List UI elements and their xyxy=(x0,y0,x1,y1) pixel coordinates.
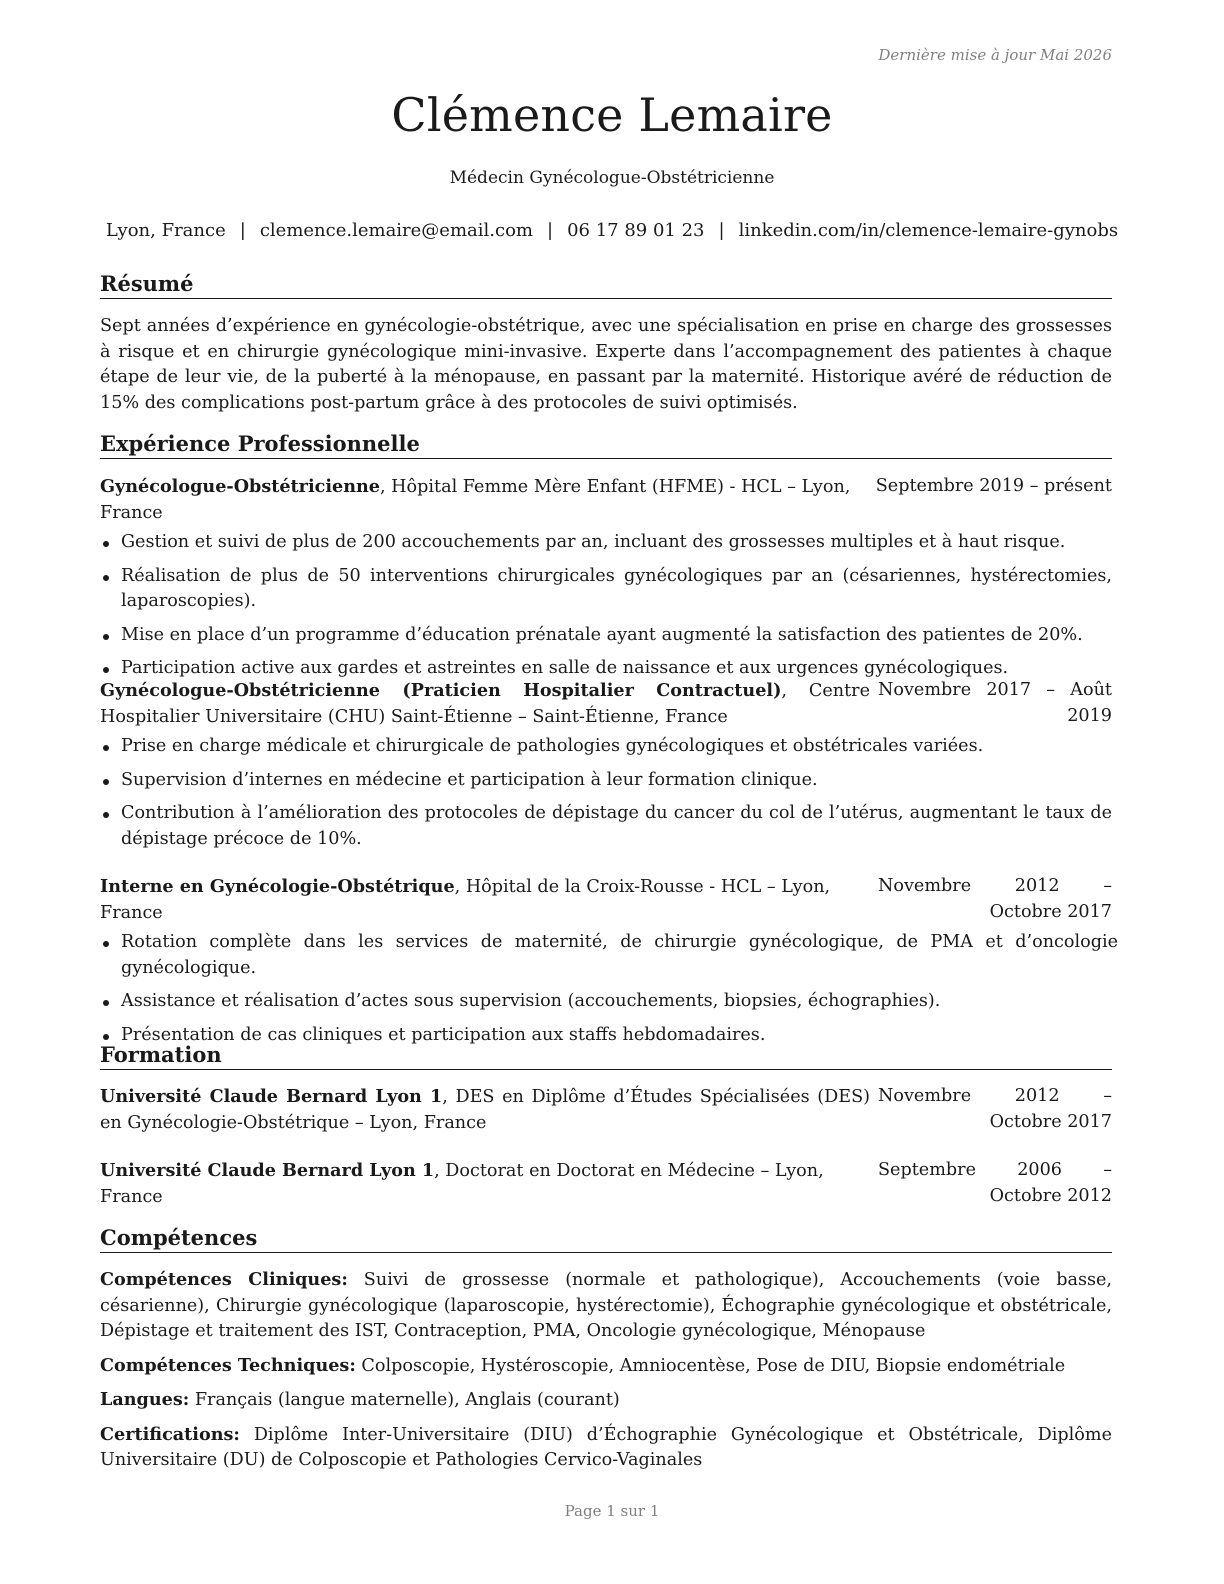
experience-role-line xyxy=(100,678,870,730)
experience-dates: Novembre 2017 – Août 2019 xyxy=(878,680,1112,726)
skill-label: Certifications: xyxy=(100,1423,240,1445)
list-item: Participation active aux gardes et astreintes en salle de naissance et aux urgences gynécologiques. xyxy=(100,656,1112,682)
experience-role-line xyxy=(100,474,868,526)
skill-item xyxy=(100,1422,1112,1474)
candidate-name: Clémence Lemaire xyxy=(391,88,833,142)
education-school: Université Claude Bernard Lyon 1 xyxy=(100,1086,443,1107)
list-item: Prise en charge médicale et chirurgicale de pathologies gynécologiques et obstétricales variées. xyxy=(100,734,1112,760)
experience-role-line xyxy=(100,874,870,926)
skill-item xyxy=(100,1353,1112,1380)
skill-text: Suivi de grossesse (normale et pathologique), Accouchements (voie basse, césarienne), Chirurgie gynécologique (laparoscopie, hystérectomie), Échographie gynécologique et obstétricale, Dépistage et traitement des IST, Contraception, PMA, Oncologie gynécologique, Ménopause xyxy=(100,1270,1113,1341)
list-item: Supervision d’internes en médecine et participation à leur formation clinique. xyxy=(100,768,1112,794)
contact-linkedin[interactable]: linkedin.com/in/clemence-lemaire-gynobs xyxy=(738,220,1119,241)
experience-place: , Centre Hospitalier Universitaire (CHU) Saint-Étienne – Saint-Étienne, France xyxy=(100,681,870,727)
education-row xyxy=(100,1084,1112,1136)
contact-separator: | xyxy=(239,220,246,241)
contact-email[interactable]: clemence.lemaire@email.com xyxy=(259,220,533,241)
section-heading-summary: Résumé xyxy=(100,271,1112,299)
experience-header xyxy=(100,474,1112,526)
experience-bullets xyxy=(100,530,1112,682)
list-item: Présentation de cas cliniques et participation aux staffs hebdomadaires. xyxy=(100,1023,1112,1049)
education-entry xyxy=(100,1084,1112,1136)
experience-place: , Hôpital Femme Mère Enfant (HFME) - HCL – Lyon, France xyxy=(100,477,851,523)
skill-label: Langues: xyxy=(100,1389,190,1410)
skill-item xyxy=(100,1267,1112,1345)
contact-location: Lyon, France xyxy=(105,220,226,241)
list-item: Mise en place d’un programme d’éducation prénatale ayant augmenté la satisfaction des patientes de 20%. xyxy=(100,623,1112,649)
experience-bullets xyxy=(100,734,1112,852)
skills-list xyxy=(100,1267,1112,1482)
experience-dates: Septembre 2019 – présent xyxy=(875,476,1112,496)
contact-separator: | xyxy=(718,220,725,241)
education-detail-line xyxy=(100,1158,870,1210)
experience-role: Interne en Gynécologie-Obstétrique xyxy=(100,876,455,897)
education-school: Université Claude Bernard Lyon 1 xyxy=(100,1160,435,1181)
experience-role: Gynécologue-Obstétricienne (Praticien Hospitalier Contractuel) xyxy=(100,680,782,701)
list-item: Assistance et réalisation d’actes sous supervision (accouchements, biopsies, échographies). xyxy=(100,989,1112,1015)
education-dates: Septembre 2006 – Octobre 2012 xyxy=(878,1160,1112,1206)
list-item: Réalisation de plus de 50 interventions chirurgicales gynécologiques par an (césariennes, hystérectomies, laparoscopies). xyxy=(100,564,1112,615)
job-title: Médecin Gynécologue-Obstétricienne xyxy=(449,168,775,188)
education-detail: , Doctorat en Doctorat en Médecine – Lyon, France xyxy=(100,1161,824,1207)
experience-header xyxy=(100,678,1112,730)
section-heading-skills: Compétences xyxy=(100,1225,1112,1253)
skill-item xyxy=(100,1387,1112,1414)
list-item: Gestion et suivi de plus de 200 accouchements par an, incluant des grossesses multiples et à haut risque. xyxy=(100,530,1112,556)
contact-line xyxy=(0,220,1224,241)
education-detail-line xyxy=(100,1084,870,1136)
experience-place: , Hôpital de la Croix-Rousse - HCL – Lyon, France xyxy=(100,877,831,923)
experience-header xyxy=(100,874,1112,926)
contact-phone: 06 17 89 01 23 xyxy=(567,220,705,241)
list-item: Contribution à l’amélioration des protocoles de dépistage du cancer du col de l’utérus, augmentant le taux de dépistage précoce de 10%. xyxy=(100,801,1112,852)
skill-text: Français (langue maternelle), Anglais (courant) xyxy=(189,1390,620,1410)
education-entry xyxy=(100,1158,1112,1210)
skill-label: Compétences Techniques: xyxy=(100,1354,356,1376)
skill-text: Diplôme Inter-Universitaire (DIU) d’Échographie Gynécologique et Obstétricale, Diplôme Universitaire (DU) de Colposcopie et Pathologies Cervico-Vaginales xyxy=(100,1424,1112,1470)
experience-entry xyxy=(100,874,1118,1056)
section-heading-education: Formation xyxy=(100,1042,1112,1070)
education-dates: Novembre 2012 – Octobre 2017 xyxy=(878,1086,1112,1132)
experience-entry xyxy=(100,474,1112,690)
skill-label: Compétences Cliniques: xyxy=(100,1269,348,1290)
education-row xyxy=(100,1158,1112,1210)
list-item: Rotation complète dans les services de maternité, de chirurgie gynécologique, de PMA et d’oncologie gynécologique. xyxy=(100,930,1118,981)
section-heading-experience: Expérience Professionnelle xyxy=(100,431,1112,459)
last-updated: Dernière mise à jour Mai 2026 xyxy=(878,46,1112,64)
experience-dates: Novembre 2012 – Octobre 2017 xyxy=(878,876,1112,922)
summary-text: Sept années d’expérience en gynécologie-obstétrique, avec une spécialisation en prise en charge des grossesses à risque et en chirurgie gynécologique mini-invasive. Experte dans l’accompagnement des patientes à chaque étape de leur vie, de la puberté à la ménopause, en passant par la maternité. Historique avéré de réduction de 15% des complications post-partum grâce à des protocoles de suivi optimisés. xyxy=(100,316,1112,413)
experience-bullets xyxy=(100,930,1118,1048)
skill-text: Colposcopie, Hystéroscopie, Amniocentèse, Pose de DIU, Biopsie endométriale xyxy=(355,1355,1066,1376)
page-number: Page 1 sur 1 xyxy=(564,1502,660,1520)
experience-entry xyxy=(100,678,1112,860)
contact-separator: | xyxy=(546,220,554,241)
experience-role: Gynécologue-Obstétricienne xyxy=(100,476,380,497)
education-detail: , DES en Diplôme d’Études Spécialisées (DES) en Gynécologie-Obstétrique – Lyon, France xyxy=(100,1087,870,1133)
